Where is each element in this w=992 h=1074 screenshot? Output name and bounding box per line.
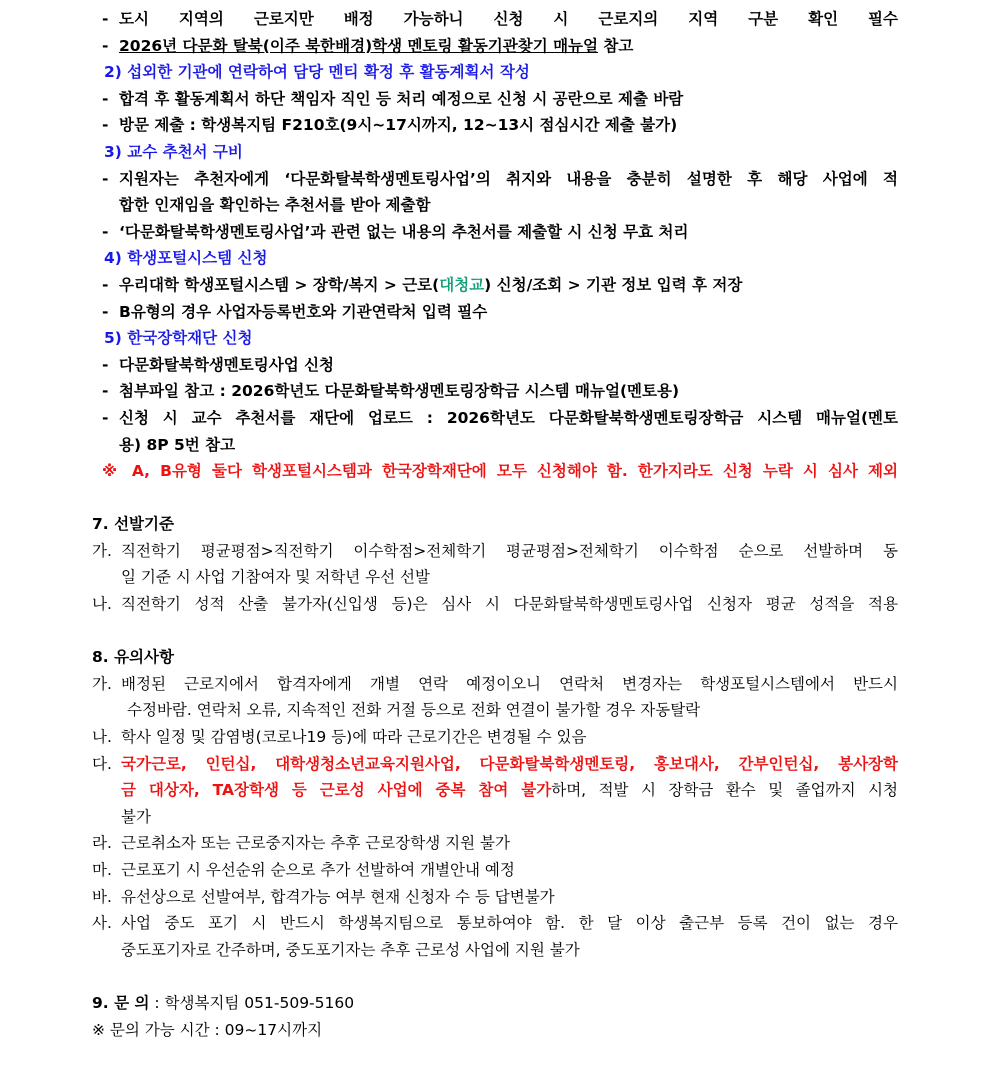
bullet-line <box>0 112 992 139</box>
subsection-heading <box>0 245 992 272</box>
item-text: 근로포기 시 우선순위 순으로 추가 선발하여 개별안내 예정 <box>121 861 515 879</box>
item-text-highlight: 국가근로, 인턴십, 대학생청소년교육지원사업, 다문화탈북학생멘토링, 홍보대사, 간부인턴십, 봉사장학 <box>121 754 898 773</box>
bullet-line <box>0 352 992 379</box>
item-marker: 다. <box>92 754 112 773</box>
item-text: 배정된 근로지에서 합격자에게 개별 연락 예정이오니 연락처 변경자는 학생포털시스템에서 반드시 <box>121 674 898 693</box>
dash-marker: - <box>102 355 109 374</box>
dash-marker: - <box>102 275 109 294</box>
list-item <box>0 830 992 857</box>
dash-marker: - <box>102 169 109 188</box>
list-item-continuation <box>0 937 992 964</box>
list-item <box>0 591 992 618</box>
item-text: 일 기준 시 사업 기참여자 및 저학년 우선 선발 <box>121 568 430 587</box>
list-item <box>0 857 992 884</box>
bullet-text: B유형의 경우 사업자등록번호와 기관연락처 입력 필수 <box>119 302 488 321</box>
item-marker: 가. <box>92 674 112 693</box>
subsection-heading <box>0 59 992 86</box>
bullet-line <box>0 219 992 246</box>
item-text: 유선상으로 선발여부, 합격가능 여부 현재 신청자 수 등 답변불가 <box>121 887 555 906</box>
bullet-continuation <box>0 432 992 459</box>
section-heading <box>0 644 992 671</box>
subsection-heading <box>0 139 992 166</box>
item-text: 직전학기 평균평점>직전학기 이수학점>전체학기 평균평점>전체학기 이수학점 순으로 선발하며 동 <box>121 541 898 560</box>
dash-marker: - <box>102 116 109 135</box>
bullet-text: 도시 지역의 근로지만 배정 가능하니 신청 시 근로지의 지역 구분 확인 필수 <box>119 10 898 28</box>
spacer <box>0 963 992 990</box>
list-item-continuation <box>0 804 992 831</box>
bullet-text: 합한 인재임을 확인하는 추천서를 받아 제출함 <box>119 196 431 215</box>
item-text: 중도포기자로 간주하며, 중도포기자는 추후 근로성 사업에 지원 불가 <box>121 940 580 959</box>
bullet-line <box>0 33 992 60</box>
contact-line <box>0 990 992 1017</box>
bullet-line <box>0 86 992 113</box>
contact-info: : 학생복지팀 051-509-5160 <box>149 993 355 1012</box>
item-marker: 라. <box>92 834 112 853</box>
item-marker: 사. <box>92 914 112 933</box>
list-item <box>0 724 992 751</box>
bullet-line <box>0 6 992 33</box>
bullet-text: ) 신청/조회 > 기관 정보 입력 후 저장 <box>484 275 743 294</box>
warning-note-text: ※ A, B유형 둘다 학생포털시스템과 한국장학재단에 모두 신청해야 함. 한가지라도 신청 누락 시 심사 제외 <box>102 462 898 481</box>
subsection-heading <box>0 325 992 352</box>
list-item <box>0 910 992 937</box>
item-text-highlight: 금 대상자, TA장학생 등 근로성 사업에 중복 참여 불가 <box>121 781 552 800</box>
list-item-continuation <box>0 564 992 591</box>
item-text: 근로취소자 또는 근로중지자는 추후 근로장학생 지원 불가 <box>121 834 510 853</box>
item-marker: 나. <box>92 595 112 614</box>
document-body <box>0 6 992 1043</box>
list-item <box>0 538 992 565</box>
list-item <box>0 884 992 911</box>
spacer <box>0 485 992 512</box>
bullet-text: 첨부파일 참고 : 2026학년도 다문화탈북학생멘토링장학금 시스템 매뉴얼(멘토용) <box>119 382 680 401</box>
bullet-text: 용) 8P 5번 참고 <box>119 435 236 454</box>
bullet-line <box>0 299 992 326</box>
list-item-continuation <box>0 777 992 804</box>
manual-reference: 2026년 다문화 탈북(이주 북한배경)학생 멘토링 활동기관찾기 매뉴얼 <box>119 36 598 55</box>
bullet-text: 지원자는 추천자에게 ‘다문화탈북학생멘토링사업’의 취지와 내용을 충분히 설명한 후 해당 사업에 적 <box>119 169 898 188</box>
item-text: 하며, 적발 시 장학금 환수 및 졸업까지 시청 <box>551 781 898 800</box>
item-marker: 마. <box>92 861 112 879</box>
bullet-text: 방문 제출 : 학생복지팀 F210호(9시~17시까지, 12~13시 점심시간 제출 불가) <box>119 116 678 135</box>
item-text: 사업 중도 포기 시 반드시 학생복지팀으로 통보하여야 함. 한 달 이상 출근부 등록 건이 없는 경우 <box>121 914 898 933</box>
list-item <box>0 751 992 778</box>
dash-marker: - <box>102 10 109 28</box>
bullet-text: 다문화탈북학생멘토링사업 신청 <box>119 355 335 374</box>
bullet-continuation <box>0 192 992 219</box>
item-text: 직전학기 성적 산출 불가자(신입생 등)은 심사 시 다문화탈북학생멘토링사업 신청자 평균 성적을 적용 <box>121 595 898 614</box>
item-marker: 바. <box>92 887 112 906</box>
item-marker: 나. <box>92 728 112 747</box>
section-8-title: 8. 유의사항 <box>92 648 174 667</box>
section-9-title: 9. 문 의 <box>92 993 150 1012</box>
dash-marker: - <box>102 408 109 427</box>
section-7-title: 7. 선발기준 <box>92 515 174 534</box>
list-item <box>0 671 992 698</box>
dash-marker: - <box>102 382 109 401</box>
hours-line <box>0 1017 992 1044</box>
bullet-text: 신청 시 교수 추천서를 재단에 업로드 : 2026학년도 다문화탈북학생멘토링장학금 시스템 매뉴얼(멘토 <box>119 408 898 427</box>
bullet-line <box>0 378 992 405</box>
item-text: 학사 일정 및 감염병(코로나19 등)에 따라 근로기간은 변경될 수 있음 <box>121 728 587 747</box>
spacer <box>0 618 992 645</box>
item-text: 불가 <box>121 807 151 826</box>
bullet-line <box>0 166 992 193</box>
campus-name: 대청교 <box>439 275 485 294</box>
item-text: 수정바람. 연락처 오류, 지속적인 전화 거절 등으로 전화 연결이 불가할 경우 자동탈락 <box>127 701 701 720</box>
dash-marker: - <box>102 302 109 321</box>
subsection-heading-text: 4) 학생포털시스템 신청 <box>104 249 268 268</box>
bullet-text: 합격 후 활동계획서 하단 책임자 직인 등 처리 예정으로 신청 시 공란으로 제출 바람 <box>119 89 684 108</box>
dash-marker: - <box>102 89 109 108</box>
item-marker: 가. <box>92 541 112 560</box>
list-item-continuation <box>0 697 992 724</box>
subsection-heading-text: 3) 교수 추천서 구비 <box>104 142 243 161</box>
subsection-heading-text: 2) 섭외한 기관에 연락하여 담당 멘티 확정 후 활동계획서 작성 <box>104 63 530 82</box>
bullet-text: 우리대학 학생포털시스템 > 장학/복지 > 근로( <box>119 275 440 294</box>
bullet-text: ‘다문화탈북학생멘토링사업’과 관련 없는 내용의 추천서를 제출할 시 신청 무효 처리 <box>119 222 689 241</box>
inquiry-hours: ※ 문의 가능 시간 : 09~17시까지 <box>92 1020 323 1039</box>
subsection-heading-text: 5) 한국장학재단 신청 <box>104 329 253 348</box>
bullet-line <box>0 405 992 432</box>
section-heading <box>0 511 992 538</box>
dash-marker: - <box>102 36 109 55</box>
dash-marker: - <box>102 222 109 241</box>
warning-note <box>0 458 992 485</box>
bullet-text: 참고 <box>598 36 634 55</box>
bullet-line <box>0 272 992 299</box>
